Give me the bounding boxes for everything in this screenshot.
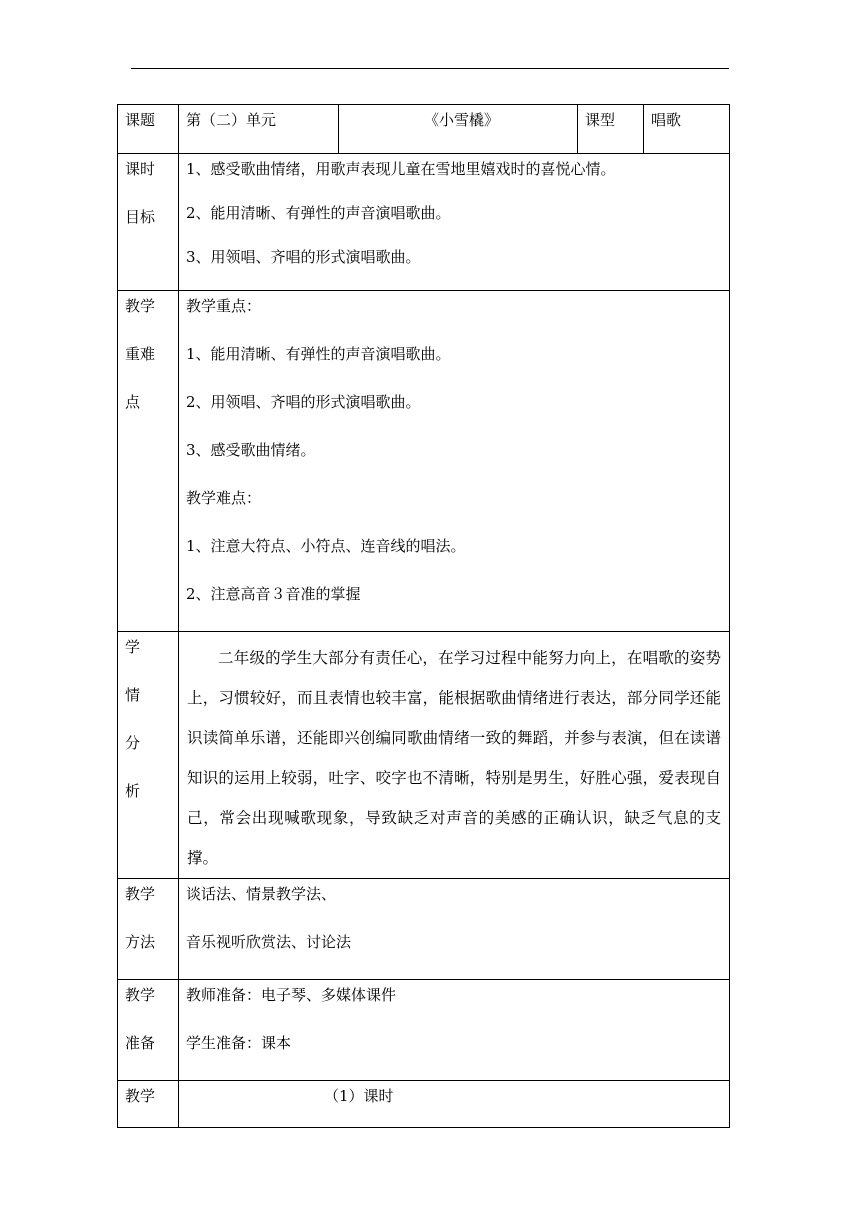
difficulty-item: 2、注意高音３音准的掌握 [186,585,361,603]
method-label [118,879,179,980]
method-item: 音乐视听欣赏法、讨论法 [186,933,352,951]
prep-teacher: 教师准备：电子琴、多媒体课件 [186,986,397,1004]
analysis-content [179,632,730,879]
analysis-label-line3: 分 [125,734,141,752]
lesson-plan-table [117,104,730,1128]
goals-label [118,154,179,291]
focus-label [118,291,179,632]
unit-value: 第（二）单元 [179,105,339,154]
goals-content [179,154,730,291]
focus-item: 2、用领唱、齐唱的形式演唱歌曲。 [186,393,421,411]
goals-row [118,154,730,291]
analysis-label-line2: 情 [125,686,141,704]
goal-item: 1、感受歌曲情绪，用歌声表现儿童在雪地里嬉戏时的喜悦心情。 [186,160,616,178]
method-content [179,879,730,980]
method-label-line2: 方法 [125,933,156,951]
focus-label-line1: 教学 [125,297,156,315]
method-item: 谈话法、情景教学法、 [186,885,337,903]
analysis-label-line1: 学 [125,638,141,656]
prep-label-line2: 准备 [125,1034,156,1052]
difficulty-item: 1、注意大符点、小符点、连音线的唱法。 [186,537,466,555]
lesson-type-label: 课型 [578,105,644,154]
analysis-row [118,632,730,879]
process-label: 教学 [118,1081,179,1128]
lesson-type-value: 唱歌 [644,105,730,154]
prep-content [179,980,730,1081]
title-row [118,105,730,154]
header-rule [131,68,729,69]
prep-label [118,980,179,1081]
analysis-label [118,632,179,879]
difficulty-heading: 教学难点： [186,489,262,507]
goals-label-line1: 课时 [125,160,156,178]
period-count: （1）课时 [179,1081,730,1128]
prep-student: 学生准备：课本 [186,1034,292,1052]
topic-label: 课题 [118,105,179,154]
focus-item: 1、能用清晰、有弹性的声音演唱歌曲。 [186,345,451,363]
analysis-paragraph: 二年级的学生大部分有责任心，在学习过程中能努力向上，在唱歌的姿势上，习惯较好，而且表情也较丰富，能根据歌曲情绪进行表达，部分同学还能识读简单乐谱，还能即兴创编同歌曲情绪一致的舞蹈，并参与表演，但在读谱知识的运用上较弱，吐字、咬字也不清晰，特别是男生，好胜心强，爱表现自己，常会出现喊歌现象，导致缺乏对声音的美感的正确认识，缺乏气息的支撑。 [187,649,721,867]
process-row [118,1081,730,1128]
focus-label-line2: 重难 [125,345,156,363]
analysis-label-line4: 析 [125,782,141,800]
method-label-line1: 教学 [125,885,156,903]
focus-row [118,291,730,632]
goal-item: 2、能用清晰、有弹性的声音演唱歌曲。 [186,204,451,222]
focus-item: 3、感受歌曲情绪。 [186,441,316,459]
song-title: 《小雪橇》 [339,105,578,154]
method-row [118,879,730,980]
focus-heading: 教学重点： [186,297,262,315]
goals-label-line2: 目标 [125,208,156,226]
prep-label-line1: 教学 [125,986,156,1004]
goal-item: 3、用领唱、齐唱的形式演唱歌曲。 [186,248,421,266]
prep-row [118,980,730,1081]
focus-content [179,291,730,632]
focus-label-line3: 点 [125,393,141,411]
